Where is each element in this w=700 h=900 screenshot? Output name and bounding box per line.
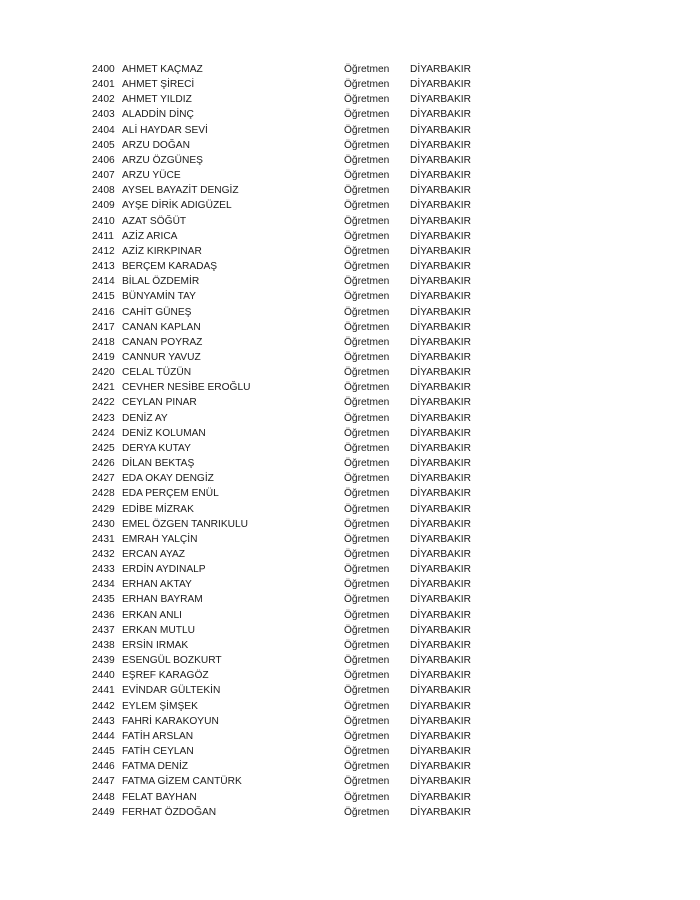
record-number: 2424 [92, 427, 115, 439]
person-name: CANNUR YAVUZ [122, 351, 201, 363]
record-number: 2445 [92, 746, 115, 758]
city-name: DİYARBAKIR [410, 94, 471, 106]
list-item [92, 350, 492, 365]
list-item [92, 668, 492, 683]
person-name: AHMET ŞİRECİ [122, 79, 195, 91]
person-name: EDİBE MİZRAK [122, 503, 194, 515]
person-name: FERHAT ÖZDOĞAN [122, 806, 217, 818]
job-title: Öğretmen [344, 609, 390, 621]
city-name: DİYARBAKIR [410, 594, 471, 606]
job-title: Öğretmen [344, 700, 390, 712]
job-title: Öğretmen [344, 579, 390, 591]
record-number: 2444 [92, 730, 115, 742]
job-title: Öğretmen [344, 806, 390, 818]
record-number: 2408 [92, 185, 115, 197]
list-item [92, 502, 492, 517]
list-item [92, 274, 492, 289]
city-name: DİYARBAKIR [410, 321, 471, 333]
list-item [92, 805, 492, 820]
record-number: 2401 [92, 79, 115, 91]
list-item [92, 168, 492, 183]
person-name: ERSİN IRMAK [122, 639, 189, 651]
list-item [92, 153, 492, 168]
city-name: DİYARBAKIR [410, 806, 471, 818]
job-title: Öğretmen [344, 291, 390, 303]
job-title: Öğretmen [344, 382, 390, 394]
list-item [92, 441, 492, 456]
person-name: EYLEM ŞİMŞEK [122, 700, 198, 712]
job-title: Öğretmen [344, 412, 390, 424]
job-title: Öğretmen [344, 791, 390, 803]
record-number: 2417 [92, 321, 115, 333]
job-title: Öğretmen [344, 776, 390, 788]
job-title: Öğretmen [344, 639, 390, 651]
record-number: 2433 [92, 564, 115, 576]
job-title: Öğretmen [344, 549, 390, 560]
person-name: ARZU DOĞAN [122, 139, 190, 151]
list-item [92, 714, 492, 729]
list-item [92, 592, 492, 607]
record-number: 2448 [92, 791, 115, 803]
city-name: DİYARBAKIR [410, 639, 471, 651]
city-name: DİYARBAKIR [410, 700, 471, 712]
list-item [92, 517, 492, 532]
record-number: 2403 [92, 109, 115, 121]
list-item [92, 229, 492, 244]
record-number: 2407 [92, 170, 115, 182]
job-title: Öğretmen [344, 458, 390, 470]
person-name: ERKAN ANLI [122, 609, 183, 621]
job-title: Öğretmen [344, 124, 390, 136]
person-name: ERHAN BAYRAM [122, 594, 203, 606]
person-name: ERCAN AYAZ [122, 549, 186, 560]
city-name: DİYARBAKIR [410, 139, 471, 151]
city-name: DİYARBAKIR [410, 351, 471, 363]
city-name: DİYARBAKIR [410, 382, 471, 394]
record-number: 2413 [92, 261, 115, 273]
person-name: AHMET KAÇMAZ [122, 64, 203, 75]
list-item [92, 198, 492, 213]
list-item [92, 365, 492, 380]
person-name: EDA PERÇEM ENÜL [122, 488, 219, 500]
list-item [92, 62, 492, 77]
record-number: 2419 [92, 351, 115, 363]
list-item [92, 183, 492, 198]
list-item [92, 608, 492, 623]
list-item [92, 486, 492, 501]
list-item [92, 532, 492, 547]
record-number: 2414 [92, 276, 115, 288]
list-item [92, 244, 492, 259]
person-name: EMRAH YALÇİN [122, 533, 198, 545]
list-item [92, 395, 492, 410]
job-title: Öğretmen [344, 670, 390, 682]
person-name: FATMA DENİZ [122, 761, 189, 773]
job-title: Öğretmen [344, 109, 390, 121]
city-name: DİYARBAKIR [410, 518, 471, 530]
city-name: DİYARBAKIR [410, 154, 471, 166]
record-number: 2426 [92, 458, 115, 470]
city-name: DİYARBAKIR [410, 412, 471, 424]
city-name: DİYARBAKIR [410, 261, 471, 273]
person-name: BERÇEM KARADAŞ [122, 261, 218, 273]
job-title: Öğretmen [344, 64, 390, 75]
city-name: DİYARBAKIR [410, 488, 471, 500]
record-number: 2420 [92, 367, 115, 379]
job-title: Öğretmen [344, 139, 390, 151]
list-item [92, 123, 492, 138]
list-item [92, 289, 492, 304]
record-number: 2416 [92, 306, 115, 318]
person-name: BİLAL ÖZDEMİR [122, 276, 200, 288]
city-name: DİYARBAKIR [410, 64, 471, 75]
city-name: DİYARBAKIR [410, 685, 471, 697]
job-title: Öğretmen [344, 427, 390, 439]
job-title: Öğretmen [344, 488, 390, 500]
record-number: 2415 [92, 291, 115, 303]
list-item [92, 305, 492, 320]
person-name: ARZU ÖZGÜNEŞ [122, 154, 203, 166]
city-name: DİYARBAKIR [410, 746, 471, 758]
record-number: 2428 [92, 488, 115, 500]
list-item [92, 107, 492, 122]
record-number: 2402 [92, 94, 115, 106]
list-item [92, 774, 492, 789]
person-name: DİLAN BEKTAŞ [122, 458, 195, 470]
list-item [92, 77, 492, 92]
city-name: DİYARBAKIR [410, 442, 471, 454]
job-title: Öğretmen [344, 215, 390, 227]
record-number: 2429 [92, 503, 115, 515]
person-name: CEYLAN PINAR [122, 397, 197, 409]
city-name: DİYARBAKIR [410, 761, 471, 773]
city-name: DİYARBAKIR [410, 291, 471, 303]
record-number: 2443 [92, 715, 115, 727]
record-number: 2406 [92, 154, 115, 166]
job-title: Öğretmen [344, 473, 390, 485]
person-name: CANAN POYRAZ [122, 336, 203, 348]
person-name: EMEL ÖZGEN TANRIKULU [122, 518, 249, 530]
list-item [92, 335, 492, 350]
job-title: Öğretmen [344, 533, 390, 545]
city-name: DİYARBAKIR [410, 776, 471, 788]
person-name: EVİNDAR GÜLTEKİN [122, 685, 221, 697]
city-name: DİYARBAKIR [410, 609, 471, 621]
person-name: AZAT SÖĞÜT [122, 215, 187, 227]
city-name: DİYARBAKIR [410, 473, 471, 485]
record-number: 2411 [92, 230, 114, 242]
list-item [92, 744, 492, 759]
person-name: AYSEL BAYAZİT DENGİZ [122, 185, 239, 197]
city-name: DİYARBAKIR [410, 564, 471, 576]
job-title: Öğretmen [344, 351, 390, 363]
record-number: 2438 [92, 639, 115, 651]
record-number: 2430 [92, 518, 115, 530]
job-title: Öğretmen [344, 230, 390, 242]
city-name: DİYARBAKIR [410, 306, 471, 318]
list-item [92, 320, 492, 335]
record-number: 2404 [92, 124, 115, 136]
job-title: Öğretmen [344, 79, 390, 91]
record-number: 2421 [92, 382, 115, 394]
job-title: Öğretmen [344, 685, 390, 697]
record-number: 2447 [92, 776, 115, 788]
record-number: 2427 [92, 473, 115, 485]
city-name: DİYARBAKIR [410, 791, 471, 803]
job-title: Öğretmen [344, 746, 390, 758]
city-name: DİYARBAKIR [410, 670, 471, 682]
person-name: ARZU YÜCE [122, 170, 181, 182]
list-item [92, 259, 492, 274]
job-title: Öğretmen [344, 261, 390, 273]
job-title: Öğretmen [344, 367, 390, 379]
record-number: 2435 [92, 594, 115, 606]
job-title: Öğretmen [344, 336, 390, 348]
city-name: DİYARBAKIR [410, 655, 471, 667]
record-number: 2410 [92, 215, 115, 227]
record-number: 2439 [92, 655, 115, 667]
person-name: DENİZ KOLUMAN [122, 427, 206, 439]
city-name: DİYARBAKIR [410, 215, 471, 227]
list-item [92, 138, 492, 153]
job-title: Öğretmen [344, 185, 390, 197]
person-name: AYŞE DİRİK ADIGÜZEL [122, 200, 232, 212]
record-number: 2436 [92, 609, 115, 621]
list-item [92, 426, 492, 441]
list-item [92, 759, 492, 774]
job-title: Öğretmen [344, 624, 390, 636]
record-number: 2437 [92, 624, 115, 636]
job-title: Öğretmen [344, 306, 390, 318]
person-name: ERKAN MUTLU [122, 624, 196, 636]
person-name: CANAN KAPLAN [122, 321, 201, 333]
record-number: 2405 [92, 139, 115, 151]
job-title: Öğretmen [344, 154, 390, 166]
city-name: DİYARBAKIR [410, 185, 471, 197]
job-title: Öğretmen [344, 245, 390, 257]
job-title: Öğretmen [344, 321, 390, 333]
job-title: Öğretmen [344, 276, 390, 288]
city-name: DİYARBAKIR [410, 245, 471, 257]
city-name: DİYARBAKIR [410, 715, 471, 727]
person-name: FAHRİ KARAKOYUN [122, 715, 219, 727]
person-name: ALADDİN DİNÇ [122, 109, 194, 121]
person-name: BÜNYAMİN TAY [122, 291, 196, 303]
list-item [92, 92, 492, 107]
job-title: Öğretmen [344, 730, 390, 742]
record-number: 2441 [92, 685, 115, 697]
city-name: DİYARBAKIR [410, 549, 471, 560]
list-item [92, 547, 492, 562]
city-name: DİYARBAKIR [410, 200, 471, 212]
record-number: 2432 [92, 549, 115, 560]
job-title: Öğretmen [344, 170, 390, 182]
city-name: DİYARBAKIR [410, 170, 471, 182]
person-name: CELAL TÜZÜN [122, 367, 192, 379]
list-item [92, 411, 492, 426]
record-number: 2434 [92, 579, 115, 591]
city-name: DİYARBAKIR [410, 427, 471, 439]
list-item [92, 623, 492, 638]
person-name: DENİZ AY [122, 412, 168, 424]
person-name: CAHİT GÜNEŞ [122, 306, 192, 318]
person-name: AZİZ KIRKPINAR [122, 245, 202, 257]
city-name: DİYARBAKIR [410, 124, 471, 136]
list-item [92, 729, 492, 744]
job-title: Öğretmen [344, 655, 390, 667]
list-item [92, 638, 492, 653]
person-name: FATİH CEYLAN [122, 746, 194, 758]
person-name: CEVHER NESİBE EROĞLU [122, 382, 251, 394]
person-name: DERYA KUTAY [122, 442, 191, 454]
list-item [92, 699, 492, 714]
record-list [92, 62, 492, 820]
job-title: Öğretmen [344, 761, 390, 773]
city-name: DİYARBAKIR [410, 730, 471, 742]
city-name: DİYARBAKIR [410, 336, 471, 348]
person-name: ERDİN AYDINALP [122, 564, 206, 576]
list-item [92, 683, 492, 698]
job-title: Öğretmen [344, 397, 390, 409]
record-number: 2409 [92, 200, 115, 212]
job-title: Öğretmen [344, 442, 390, 454]
city-name: DİYARBAKIR [410, 503, 471, 515]
person-name: FELAT BAYHAN [122, 791, 197, 803]
city-name: DİYARBAKIR [410, 458, 471, 470]
list-item [92, 456, 492, 471]
city-name: DİYARBAKIR [410, 397, 471, 409]
person-name: FATMA GİZEM CANTÜRK [122, 776, 242, 788]
person-name: ERHAN AKTAY [122, 579, 192, 591]
record-number: 2442 [92, 700, 115, 712]
job-title: Öğretmen [344, 715, 390, 727]
job-title: Öğretmen [344, 94, 390, 106]
job-title: Öğretmen [344, 200, 390, 212]
record-number: 2418 [92, 336, 115, 348]
list-item [92, 380, 492, 395]
job-title: Öğretmen [344, 503, 390, 515]
record-number: 2446 [92, 761, 115, 773]
city-name: DİYARBAKIR [410, 230, 471, 242]
person-name: ALİ HAYDAR SEVİ [122, 124, 208, 136]
record-number: 2425 [92, 442, 115, 454]
city-name: DİYARBAKIR [410, 79, 471, 91]
city-name: DİYARBAKIR [410, 367, 471, 379]
list-item [92, 577, 492, 592]
person-name: AHMET YILDIZ [122, 94, 192, 106]
person-name: AZİZ ARICA [122, 230, 178, 242]
list-item [92, 790, 492, 805]
city-name: DİYARBAKIR [410, 579, 471, 591]
city-name: DİYARBAKIR [410, 276, 471, 288]
list-item [92, 214, 492, 229]
record-number: 2431 [92, 533, 115, 545]
person-name: FATİH ARSLAN [122, 730, 194, 742]
record-number: 2412 [92, 245, 115, 257]
record-number: 2449 [92, 806, 115, 818]
job-title: Öğretmen [344, 594, 390, 606]
list-item [92, 471, 492, 486]
city-name: DİYARBAKIR [410, 624, 471, 636]
record-number: 2440 [92, 670, 115, 682]
record-number: 2400 [92, 64, 115, 75]
record-number: 2422 [92, 397, 115, 409]
person-name: EŞREF KARAGÖZ [122, 670, 209, 682]
list-item [92, 653, 492, 668]
city-name: DİYARBAKIR [410, 533, 471, 545]
list-item [92, 562, 492, 577]
job-title: Öğretmen [344, 564, 390, 576]
city-name: DİYARBAKIR [410, 109, 471, 121]
record-number: 2423 [92, 412, 115, 424]
person-name: ESENGÜL BOZKURT [122, 655, 222, 667]
job-title: Öğretmen [344, 518, 390, 530]
person-name: EDA OKAY DENGİZ [122, 473, 214, 485]
